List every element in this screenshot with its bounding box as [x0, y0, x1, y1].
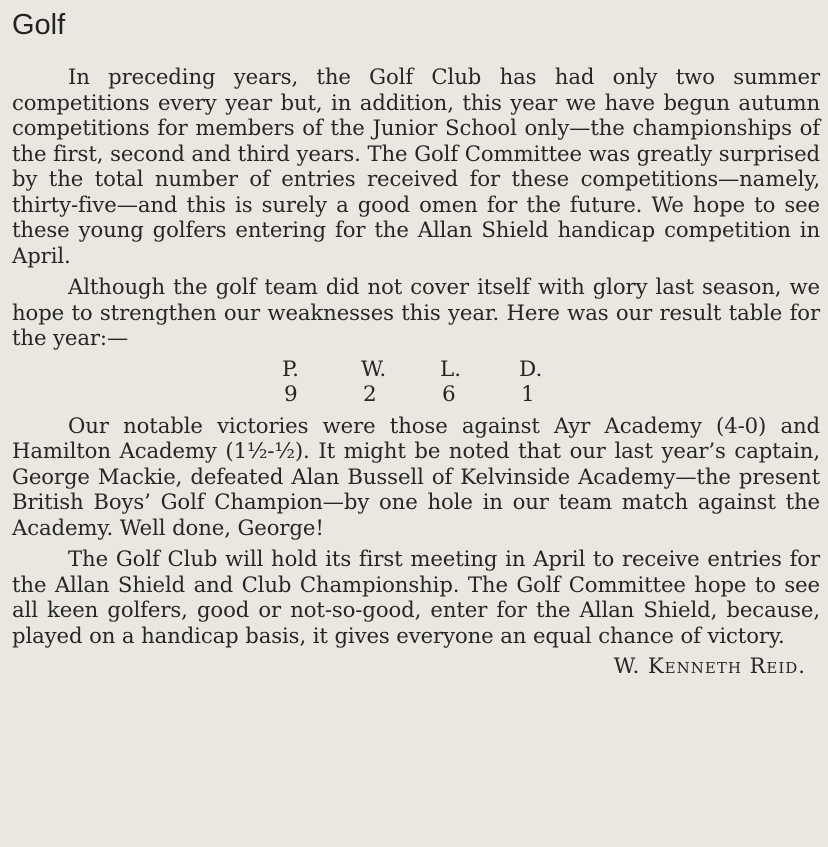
- results-header-row: [282, 357, 598, 382]
- results-header-lost: L.: [440, 356, 462, 382]
- results-value-drawn: 1: [521, 381, 535, 407]
- paragraph-season: Although the golf team did not cover itself with glory last season, we hope to strengthen our weaknesses this year. Here was our result table for the year:—: [12, 274, 820, 350]
- section-title: Golf: [12, 9, 66, 41]
- results-header-won: W.: [361, 356, 387, 382]
- results-value-played: 9: [284, 381, 298, 407]
- paragraph-meeting: The Golf Club will hold its first meeting in April to receive entries for the Allan Shield and Club Championship. The Golf Committee hope to see all keen golfers, good or not-so-good, enter for the Allan Shield, because, played on a handicap basis, it gives everyone an equal chance of victory.: [12, 546, 820, 648]
- results-table: [282, 357, 598, 407]
- results-value-row: [282, 382, 598, 407]
- signature: W. Kenneth Reid.: [613, 654, 806, 678]
- results-header-played: P.: [282, 356, 299, 382]
- results-value-won: 2: [363, 381, 377, 407]
- paragraph-victories: Our notable victories were those against Ayr Academy (4-0) and Hamilton Academy (1½-½). It might be noted that our last year’s captain, George Mackie, defeated Alan Bussell of Kelvinside Academy—the present British Boys’ Golf Champion—by one hole in our team match against the Academy. Well done, George!: [12, 412, 820, 540]
- results-header-drawn: D.: [519, 356, 543, 382]
- results-value-lost: 6: [442, 381, 456, 407]
- paragraph-intro: In preceding years, the Golf Club has had only two summer competitions every year but, in addition, this year we have begun autumn competitions for members of the Junior School only—the championships of the first, second and third years. The Golf Committee was greatly surprised by the total number of entries received for these competitions—namely, thirty-five—and this is surely a good omen for the future. We hope to see these young golfers entering for the Allan Shield handicap competition in April.: [12, 64, 820, 268]
